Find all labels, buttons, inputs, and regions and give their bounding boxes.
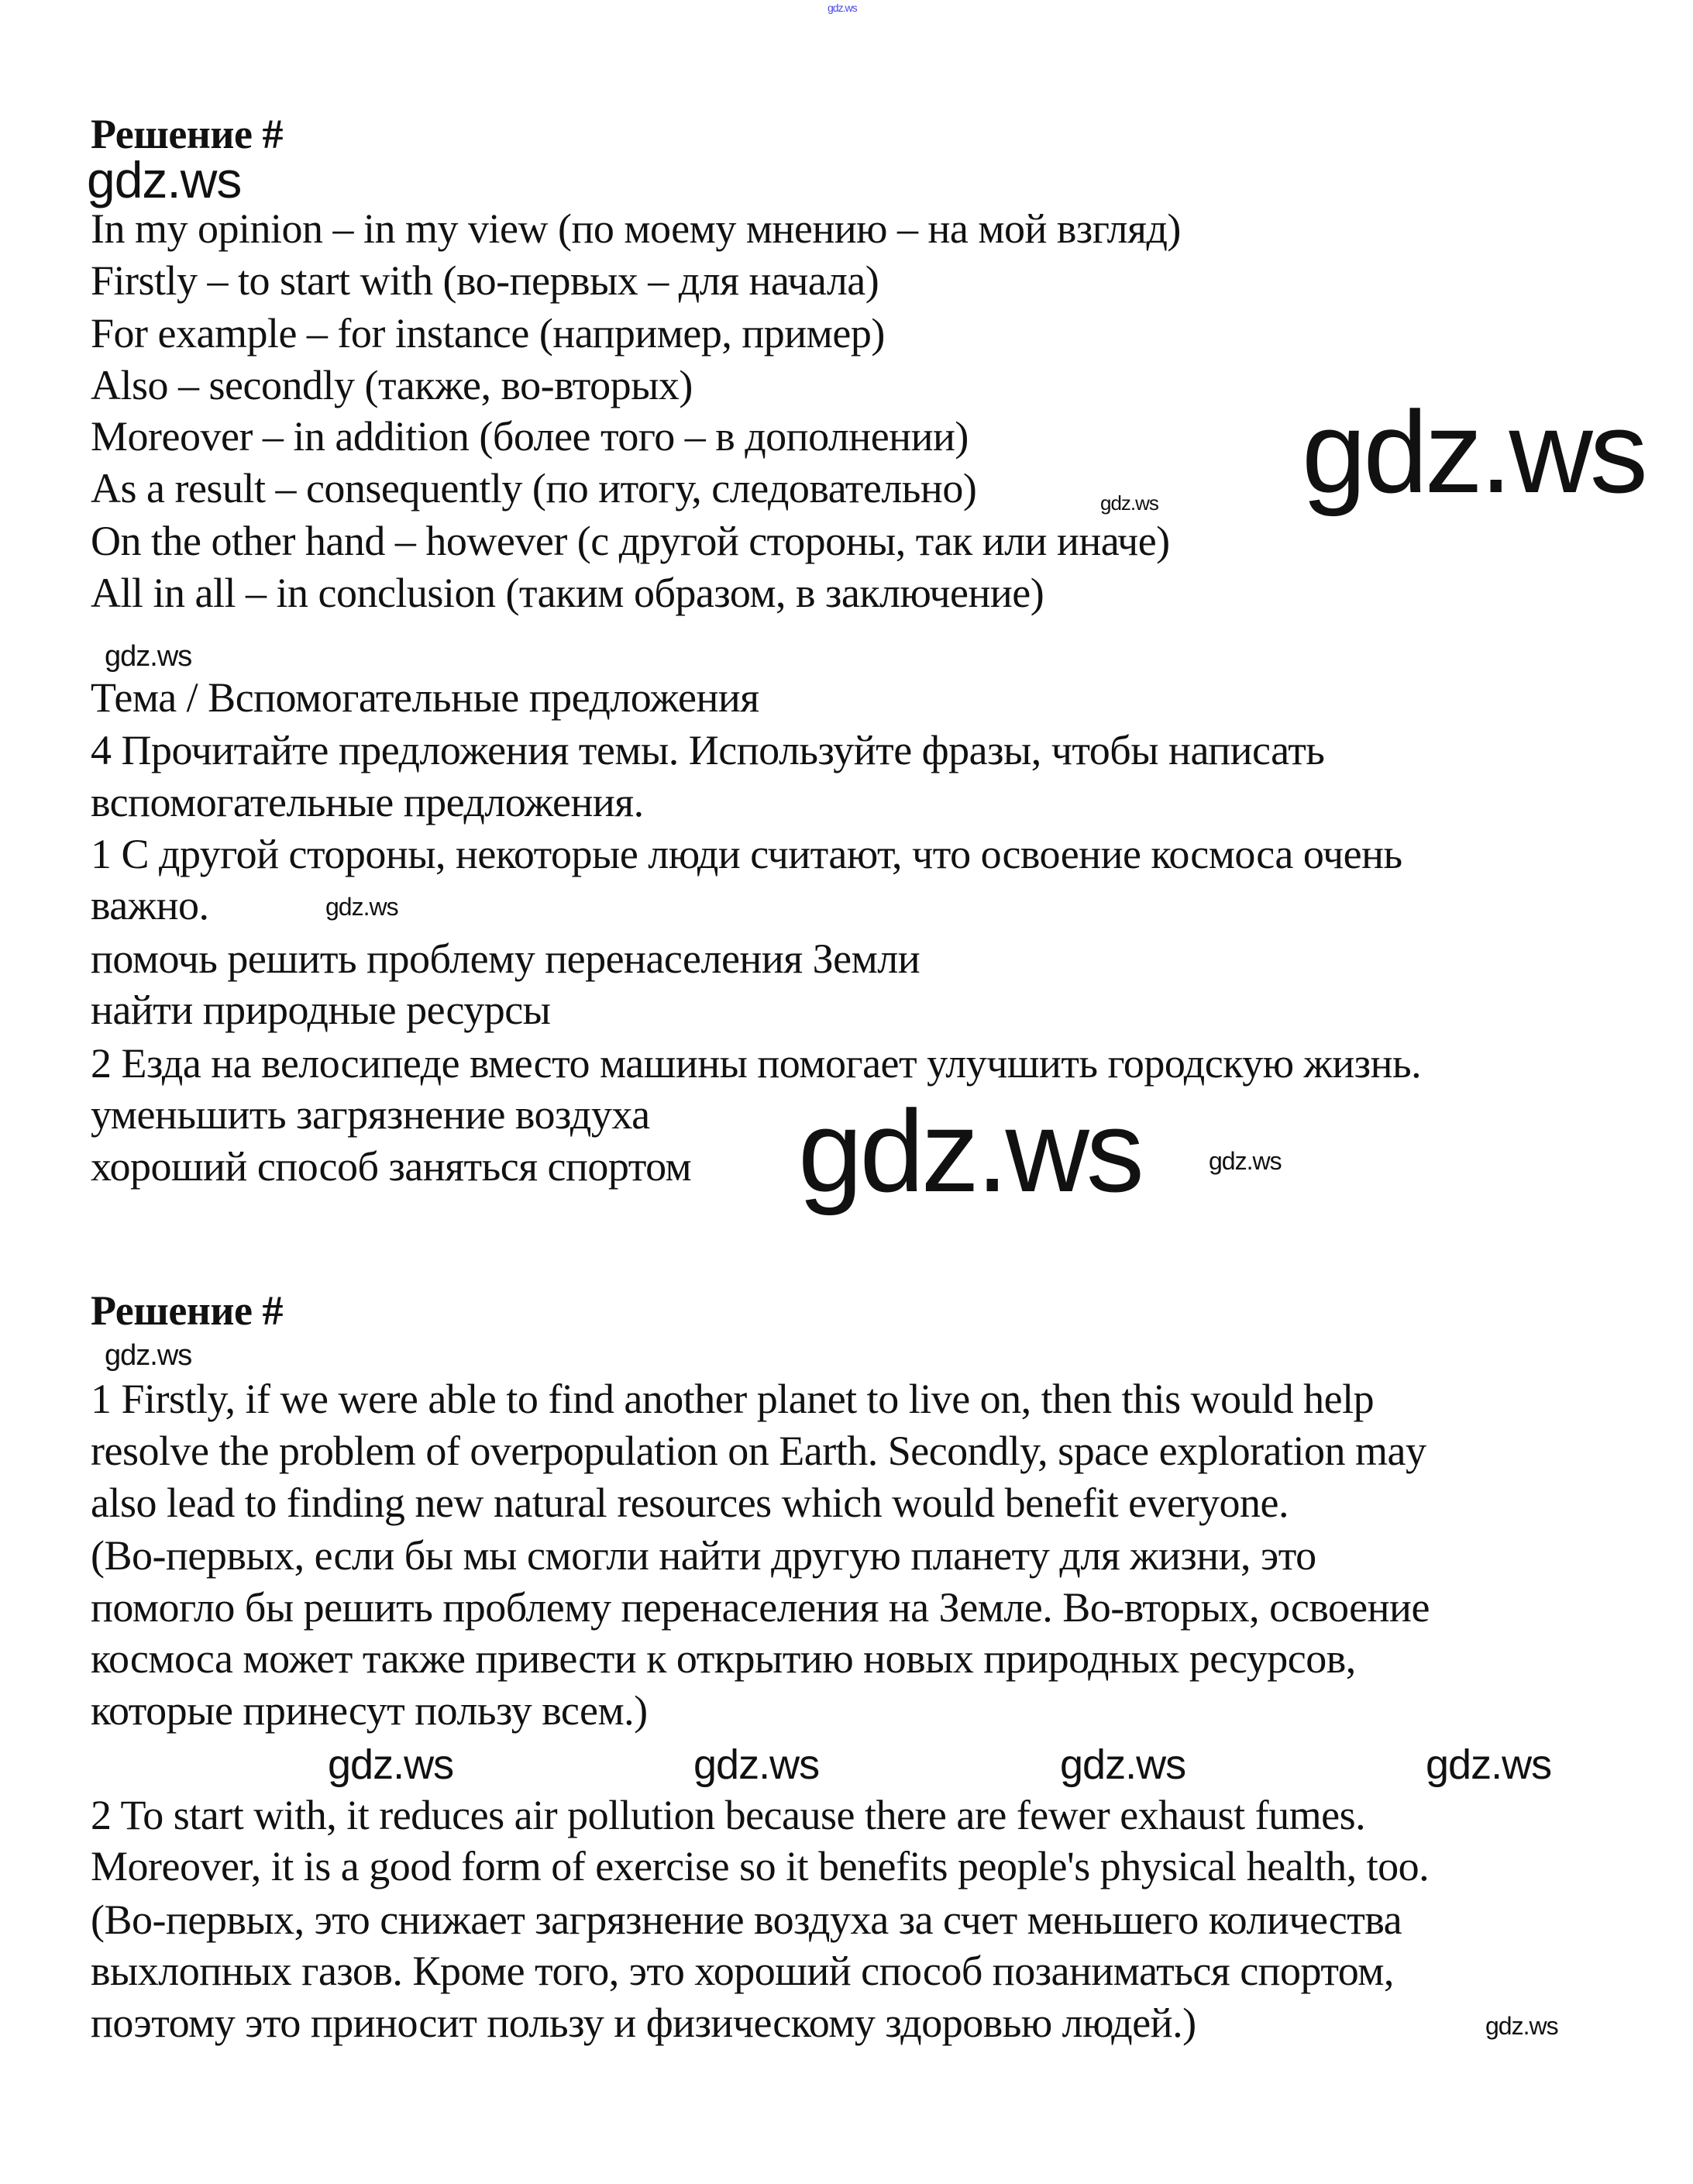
answer-line: also lead to finding new natural resources which would benefit everyone. (91, 1480, 1289, 1526)
answer-line: помогло бы решить проблему перенаселения на Земле. Во-вторых, освоение (91, 1584, 1430, 1631)
text-line: важно. (91, 882, 209, 928)
answer-line: Moreover, it is a good form of exercise so it benefits people's physical health, too. (91, 1843, 1430, 1889)
answer-line: поэтому это приносит пользу и физическому здоровью людей.) (91, 2000, 1196, 2046)
watermark: gdz.ws (1426, 1741, 1552, 1788)
watermark: gdz.ws (105, 1339, 192, 1372)
watermark: gdz.ws (328, 1741, 454, 1788)
text-line: вспомогательные предложения. (91, 779, 644, 825)
watermark: gdz.ws (105, 640, 192, 673)
answer-line: космоса может также привести к открытию новых природных ресурсов, (91, 1635, 1356, 1682)
answer-line: (Во-первых, если бы мы смогли найти другую планету для жизни, это (91, 1532, 1316, 1579)
text-line: помочь решить проблему перенаселения Земли (91, 935, 920, 982)
phrase-line: On the other hand – however (с другой стороны, так или иначе) (91, 518, 1170, 564)
answer-line: выхлопных газов. Кроме того, это хороший способ позаниматься спортом, (91, 1948, 1394, 1994)
watermark-top: gdz.ws (828, 2, 857, 14)
phrase-line: For example – for instance (например, пример) (91, 310, 885, 357)
watermark-small: gdz.ws (1209, 1147, 1282, 1175)
text-line: 1 С другой стороны, некоторые люди считают, что освоение космоса очень (91, 831, 1402, 877)
watermark-small: gdz.ws (1100, 491, 1158, 515)
answer-line: которые принесут пользу всем.) (91, 1687, 648, 1734)
answer-line: 2 To start with, it reduces air pollution because there are fewer exhaust fumes. (91, 1792, 1366, 1838)
watermark-small: gdz.ws (1485, 2012, 1558, 2040)
phrase-line: In my opinion – in my view (по моему мнению – на мой взгляд) (91, 205, 1181, 252)
text-line: 2 Езда на велосипеде вместо машины помогает улучшить городскую жизнь. (91, 1040, 1422, 1087)
section1-heading: Решение # (91, 111, 283, 157)
answer-line: resolve the problem of overpopulation on Earth. Secondly, space exploration may (91, 1428, 1426, 1474)
watermark-large: gdz.ws (798, 1086, 1141, 1216)
phrase-line: Moreover – in addition (более того – в дополнении) (91, 413, 969, 460)
phrase-line: Firstly – to start with (во-первых – для начала) (91, 257, 879, 304)
text-line: найти природные ресурсы (91, 987, 551, 1033)
text-line: уменьшить загрязнение воздуха (91, 1091, 650, 1138)
watermark-large: gdz.ws (1302, 387, 1645, 517)
section2-heading: Решение # (91, 1287, 283, 1334)
watermark: gdz.ws (87, 151, 242, 208)
phrase-line: As a result – consequently (по итогу, следовательно) (91, 465, 977, 512)
watermark-small: gdz.ws (325, 893, 398, 921)
text-line: 4 Прочитайте предложения темы. Используйте фразы, чтобы написать (91, 727, 1325, 773)
text-line: Тема / Вспомогательные предложения (91, 674, 759, 721)
phrase-line: Also – secondly (также, во-вторых) (91, 362, 693, 408)
text-line: хороший способ заняться спортом (91, 1143, 692, 1190)
watermark: gdz.ws (1060, 1741, 1186, 1788)
phrase-line: All in all – in conclusion (таким образом, в заключение) (91, 570, 1044, 616)
answer-line: 1 Firstly, if we were able to find another planet to live on, then this would help (91, 1376, 1375, 1422)
watermark: gdz.ws (693, 1741, 820, 1788)
answer-line: (Во-первых, это снижает загрязнение воздуха за счет меньшего количества (91, 1896, 1402, 1943)
